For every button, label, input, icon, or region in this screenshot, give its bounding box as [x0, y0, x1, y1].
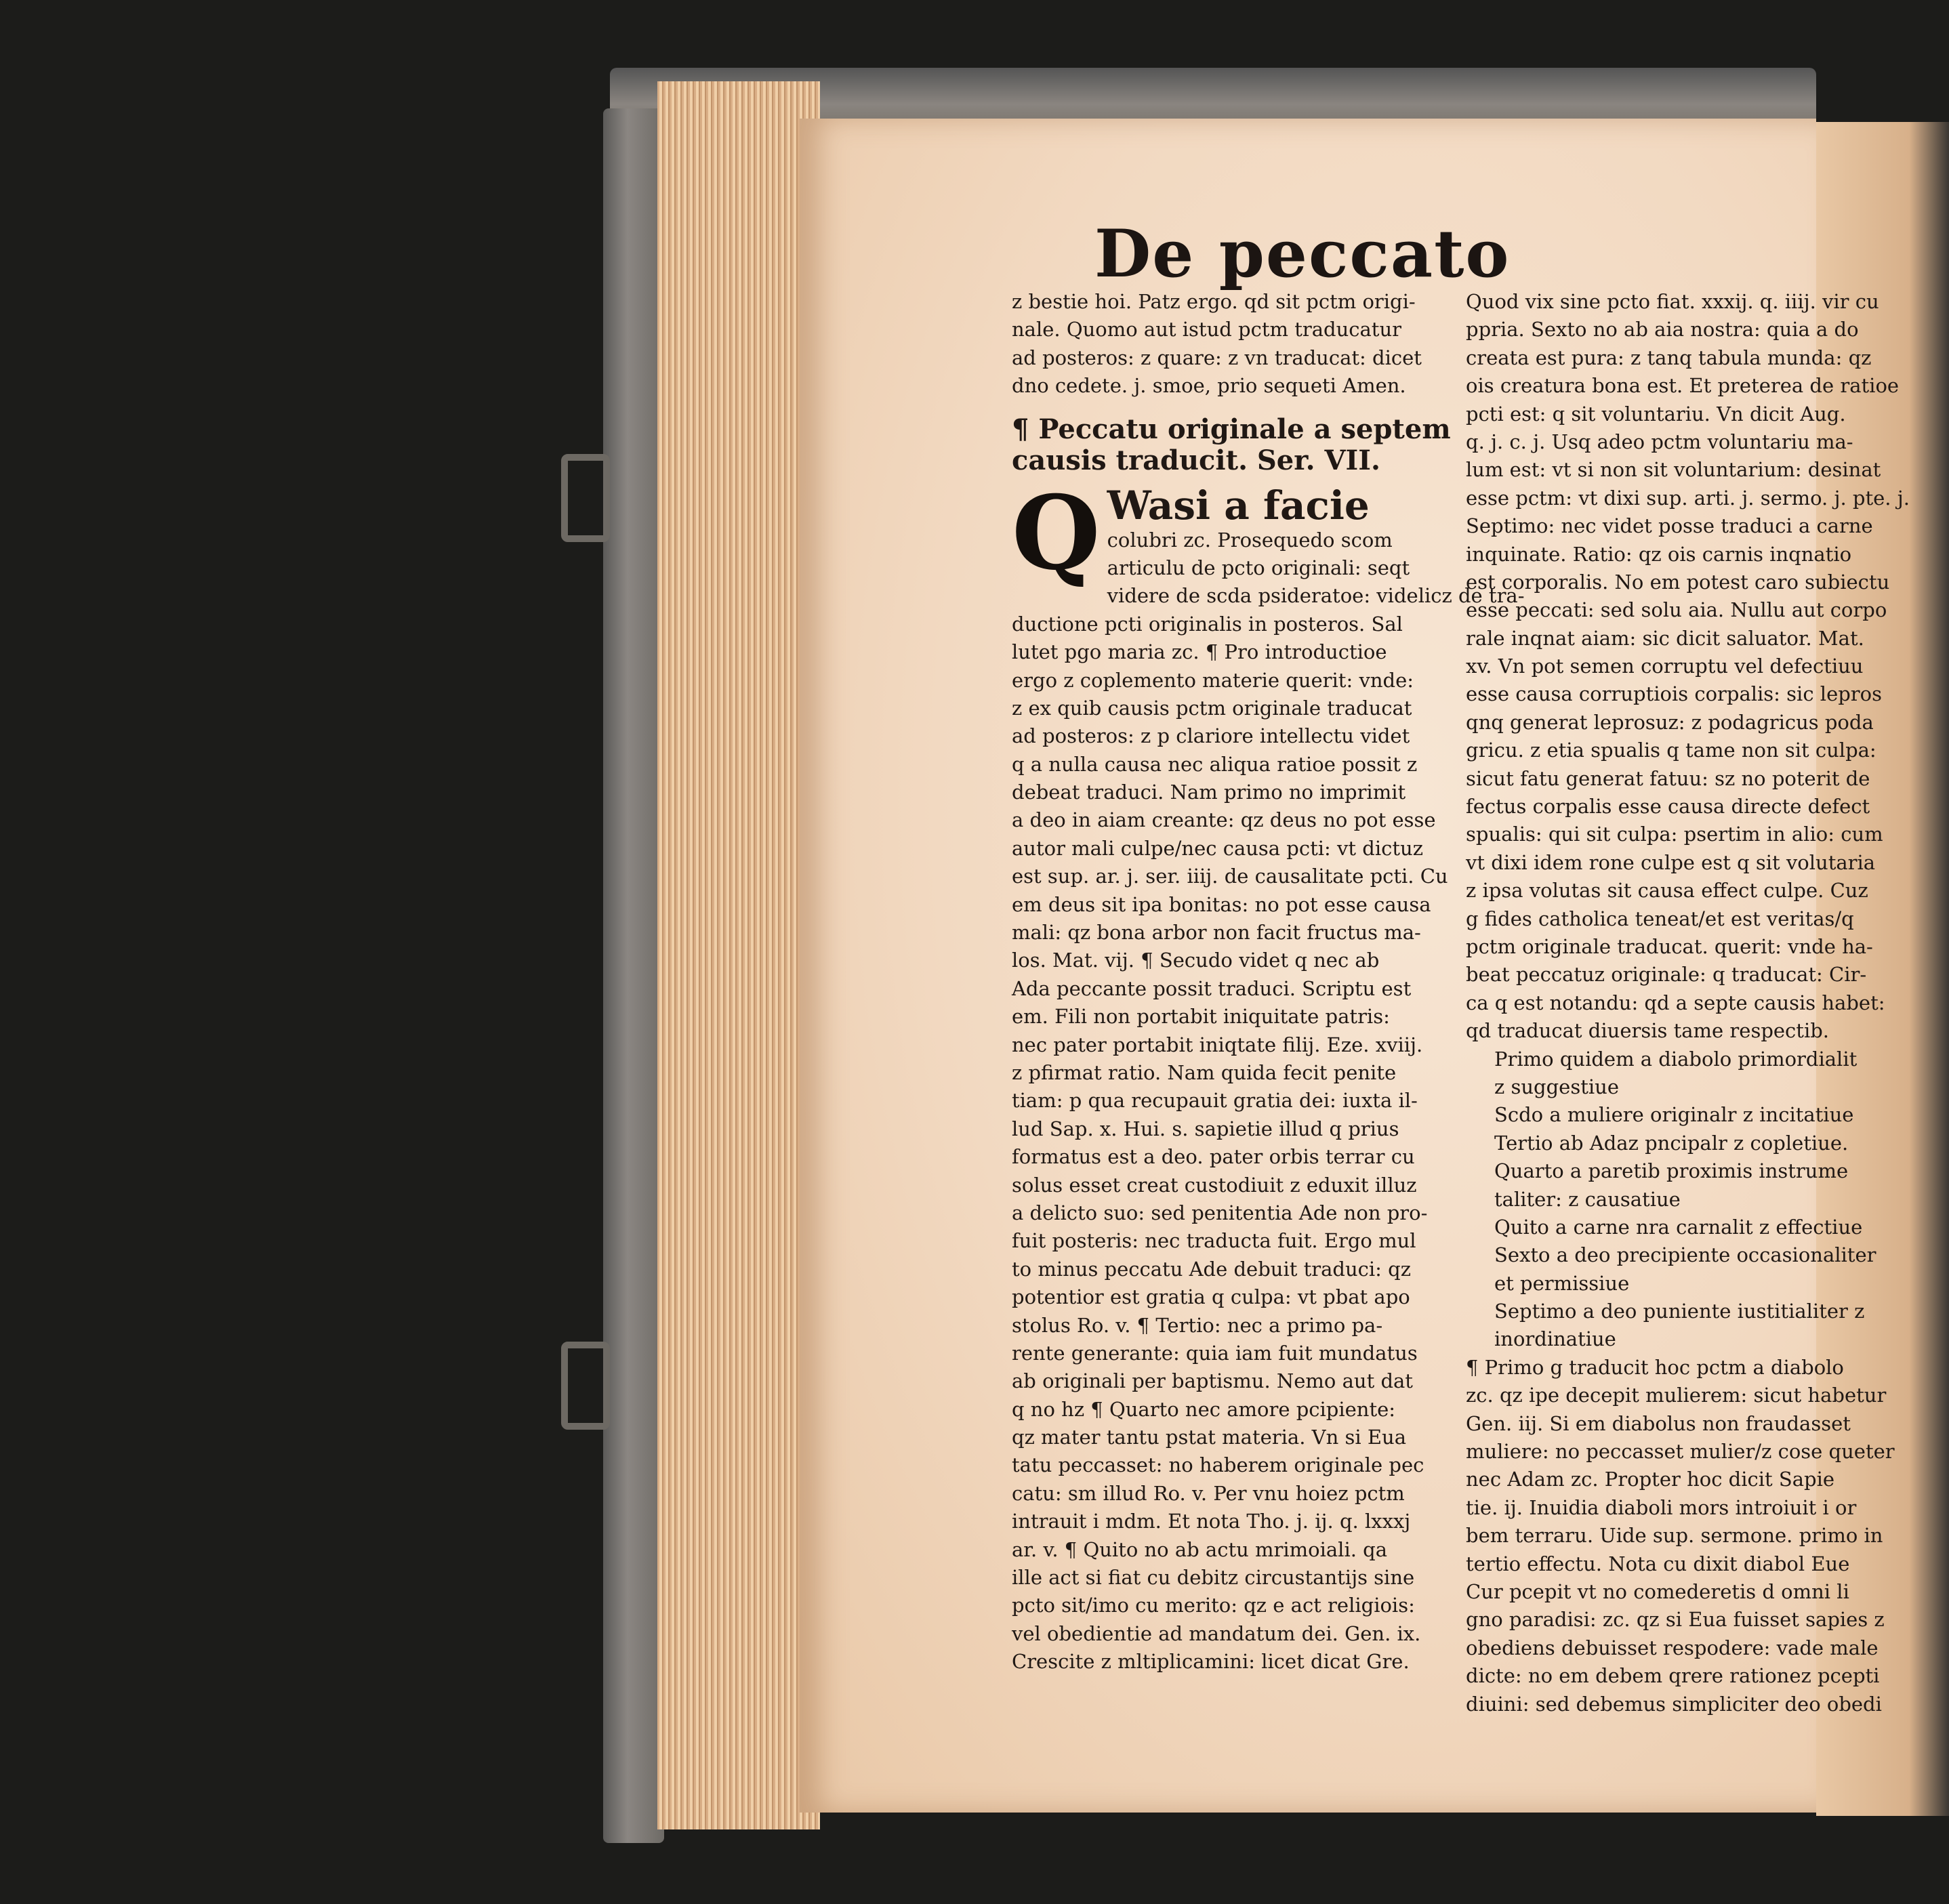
text-line: vt dixi idem rone culpe est q sit volutaria: [1466, 850, 1876, 874]
text-line: em. Fili non portabit iniquitate patris:: [1012, 1005, 1390, 1029]
text-line: q no hz ¶ Quarto nec amore pcipiente:: [1012, 1397, 1396, 1421]
text-line: stolus Ro. v. ¶ Tertio: nec a primo pa-: [1012, 1313, 1383, 1337]
rubric-line-1: ¶ Peccatu originale a septem: [1012, 413, 1451, 445]
text-line: ¶ Primo g traducit hoc pctm a diabolo: [1466, 1355, 1844, 1379]
text-line: Crescite z mltiplicamini: licet dicat Gre.: [1012, 1650, 1410, 1674]
text-line: los. Mat. vij. ¶ Secudo videt q nec ab: [1012, 949, 1380, 972]
clasp-upper: [561, 454, 610, 542]
text-line: z suggestiue: [1494, 1075, 1619, 1098]
text-line: fuit posteris: nec traducta fuit. Ergo mul: [1012, 1229, 1416, 1253]
text-line: ille act si fiat cu debitz circustantijs sine: [1012, 1566, 1415, 1590]
text-line: zc. qz ipe decepit mulierem: sicut habetur: [1466, 1384, 1887, 1407]
text-line: qnq generat leprosuz: z podagricus poda: [1466, 710, 1874, 734]
text-line: ab originali per baptismu. Nemo aut dat: [1012, 1369, 1413, 1393]
text-line: em deus sit ipa bonitas: no pot esse causa: [1012, 892, 1431, 916]
text-line: tie. ij. Inuidia diaboli mors introiuit i or: [1466, 1495, 1857, 1519]
text-line: z ipsa volutas sit causa effect culpe. Cuz: [1466, 879, 1868, 903]
text-line: ca q est notandu: qd a septe causis habet:: [1466, 991, 1885, 1014]
text-line: dno cedete. j. smoe, prio sequeti Amen.: [1012, 374, 1406, 398]
text-line: lum est: vt si non sit voluntarium: desinat: [1466, 458, 1881, 482]
text-line: est sup. ar. j. ser. iiij. de causalitate pcti. Cu: [1012, 865, 1448, 888]
text-line: qz mater tantu pstat materia. Vn si Eua: [1012, 1426, 1406, 1449]
page-fore-edges: [657, 81, 820, 1829]
text-line: diuini: sed debemus simpliciter deo obedi: [1466, 1692, 1882, 1716]
text-line: Scdo a muliere originalr z incitatiue: [1494, 1103, 1854, 1127]
text-line: esse causa corruptiois corpalis: sic lepros: [1466, 682, 1882, 706]
text-line: videre de scda psideratoe: videlicz de tra-: [1107, 584, 1525, 608]
book-spine-edge: [603, 108, 664, 1843]
text-line: obediens debuisset respodere: vade male: [1466, 1636, 1879, 1659]
text-line: gricu. z etia spualis q tame non sit culpa:: [1466, 739, 1876, 762]
text-line: fectus corpalis esse causa directe defect: [1466, 795, 1870, 819]
right-lines: [1466, 288, 1910, 1046]
text-line: esse peccati: sed solu aia. Nullu aut corpo: [1466, 598, 1887, 622]
text-line: tertio effectu. Nota cu dixit diabol Eue: [1466, 1552, 1850, 1575]
text-line: Cur pcepit vt no comederetis d omni li: [1466, 1579, 1849, 1603]
text-line: nec Adam zc. Propter hoc dicit Sapie: [1466, 1468, 1835, 1491]
text-line: a delicto suo: sed penitentia Ade non pro-: [1012, 1201, 1428, 1224]
text-line: debeat traduci. Nam primo no imprimit: [1012, 781, 1406, 804]
text-line: solus esset creat custodiuit z eduxit illuz: [1012, 1173, 1417, 1197]
text-line: mali: qz bona arbor non facit fructus ma-: [1012, 921, 1421, 945]
text-line: autor mali culpe/nec causa pcti: vt dictuz: [1012, 836, 1423, 860]
text-line: rale inqnat aiam: sic dicit saluator. Mat.: [1466, 626, 1864, 650]
opening-words: Wasi a facie: [1107, 482, 1370, 529]
text-line: xv. Vn pot semen corruptu vel defectiuu: [1466, 655, 1864, 678]
text-line: lutet pgo maria zc. ¶ Pro introductioe: [1012, 640, 1387, 664]
right-lines-after: [1466, 1354, 1895, 1718]
text-line: qd traducat diuersis tame respectib.: [1466, 1019, 1830, 1043]
text-line: Sexto a deo precipiente occasionaliter: [1494, 1243, 1876, 1267]
text-line: Ada peccante possit traduci. Scriptu est: [1012, 976, 1412, 1000]
text-line: colubri zc. Prosequedo scom: [1107, 528, 1393, 552]
text-line: pctm originale traducat. querit: vnde ha-: [1466, 934, 1873, 958]
text-line: potentior est gratia q culpa: vt pbat apo: [1012, 1285, 1410, 1309]
text-line: formatus est a deo. pater orbis terrar cu: [1012, 1145, 1415, 1169]
text-line: Primo quidem a diabolo primordialit: [1494, 1047, 1858, 1071]
text-line: Septimo: nec videt posse traduci a carne: [1466, 514, 1873, 538]
text-line: intrauit i mdm. Et nota Tho. j. ij. q. lxxxj: [1012, 1510, 1411, 1533]
text-line: pcto sit/imo cu merito: qz e act religiois:: [1012, 1594, 1415, 1617]
text-line: vel obedientie ad mandatum dei. Gen. ix.: [1012, 1621, 1421, 1645]
decorated-initial: Q: [1012, 473, 1101, 593]
text-line: taliter: z causatiue: [1494, 1187, 1681, 1211]
text-line: bem terraru. Uide sup. sermone. primo in: [1466, 1524, 1883, 1548]
text-line: beat peccatuz originale: q traducat: Cir-: [1466, 963, 1867, 987]
text-line: to minus peccatu Ade debuit traduci: qz: [1012, 1257, 1412, 1281]
text-line: Septimo a deo puniente iustitialiter z: [1494, 1300, 1865, 1323]
clasp-lower: [561, 1342, 610, 1430]
text-line: rente generante: quia iam fuit mundatus: [1012, 1341, 1418, 1365]
text-line: inquinate. Ratio: qz ois carnis inqnatio: [1466, 542, 1852, 566]
text-line: Gen. iij. Si em diabolus non fraudasset: [1466, 1411, 1851, 1435]
text-line: g fides catholica teneat/et est veritas/q: [1466, 907, 1854, 930]
text-line: et permissiue: [1494, 1271, 1630, 1295]
text-line: spualis: qui sit culpa: psertim in alio: cum: [1466, 823, 1883, 846]
text-line: Tertio ab Adaz pncipalr z copletiue.: [1494, 1131, 1849, 1155]
text-line: Quod vix sine pcto fiat. xxxij. q. iiij. vir cu: [1466, 290, 1879, 313]
text-line: ergo z coplemento materie querit: vnde:: [1012, 668, 1414, 692]
left-lines-top: [1012, 288, 1452, 400]
text-line: ois creatura bona est. Et preterea de ratioe: [1466, 374, 1900, 398]
text-line: z ex quib causis pctm originale traducat: [1012, 696, 1412, 720]
text-line: articulu de pcto originali: seqt: [1107, 556, 1410, 579]
text-line: a deo in aiam creante: qz deus no pot esse: [1012, 808, 1436, 832]
text-line: tiam: p qua recupauit gratia dei: iuxta il-: [1012, 1089, 1418, 1113]
left-lines-body: [1012, 526, 1525, 1676]
rubric-line-2: causis traducit. Ser. VII.: [1012, 444, 1380, 476]
text-line: creata est pura: z tanq tabula munda: qz: [1466, 346, 1872, 369]
page-heading: De peccato: [1094, 215, 1511, 292]
text-line: q a nulla causa nec aliqua ratioe possit z: [1012, 752, 1418, 776]
text-line: ad posteros: z p clariore intellectu videt: [1012, 724, 1410, 748]
text-line: sicut fatu generat fatuu: sz no poterit de: [1466, 766, 1870, 790]
text-line: Quito a carne nra carnalit z effectiue: [1494, 1215, 1863, 1239]
text-line: pcti est: q sit voluntariu. Vn dicit Aug.: [1466, 402, 1846, 426]
text-line: inordinatiue: [1494, 1327, 1616, 1351]
text-line: nec pater portabit iniqtate filij. Eze. xviij.: [1012, 1033, 1423, 1056]
text-line: esse pctm: vt dixi sup. arti. j. sermo. j. pte. j.: [1466, 486, 1910, 510]
text-line: z pfirmat ratio. Nam quida fecit penite: [1012, 1060, 1397, 1084]
text-line: est corporalis. No em potest caro subiectu: [1466, 570, 1890, 594]
text-line: nale. Quomo aut istud pctm traducatur: [1012, 318, 1401, 342]
text-line: Quarto a paretib proximis instrume: [1494, 1159, 1849, 1183]
text-line: ppria. Sexto no ab aia nostra: quia a do: [1466, 318, 1859, 342]
text-line: ad posteros: z quare: z vn traducat: dicet: [1012, 346, 1422, 369]
text-line: ar. v. ¶ Quito no ab actu mrimoiali. qa: [1012, 1537, 1388, 1561]
text-line: ductione pcti originalis in posteros. Sal: [1012, 612, 1403, 636]
text-line: q. j. c. j. Usq adeo pctm voluntariu ma-: [1466, 430, 1853, 453]
text-line: z bestie hoi. Patz ergo. qd sit pctm origi-: [1012, 290, 1416, 313]
text-line: gno paradisi: zc. qz si Eua fuisset sapies z: [1466, 1608, 1885, 1632]
text-line: catu: sm illud Ro. v. Per vnu hoiez pctm: [1012, 1481, 1405, 1505]
text-line: lud Sap. x. Hui. s. sapietie illud q prius: [1012, 1117, 1399, 1140]
right-column: [1466, 288, 1910, 1718]
right-list: [1466, 1046, 1886, 1354]
text-line: dicte: no em debem qrere rationez pcepti: [1466, 1664, 1880, 1688]
text-line: tatu peccasset: no haberem originale pec: [1012, 1453, 1424, 1477]
left-column: [1012, 288, 1525, 1676]
text-line: muliere: no peccasset mulier/z cose queter: [1466, 1440, 1895, 1464]
